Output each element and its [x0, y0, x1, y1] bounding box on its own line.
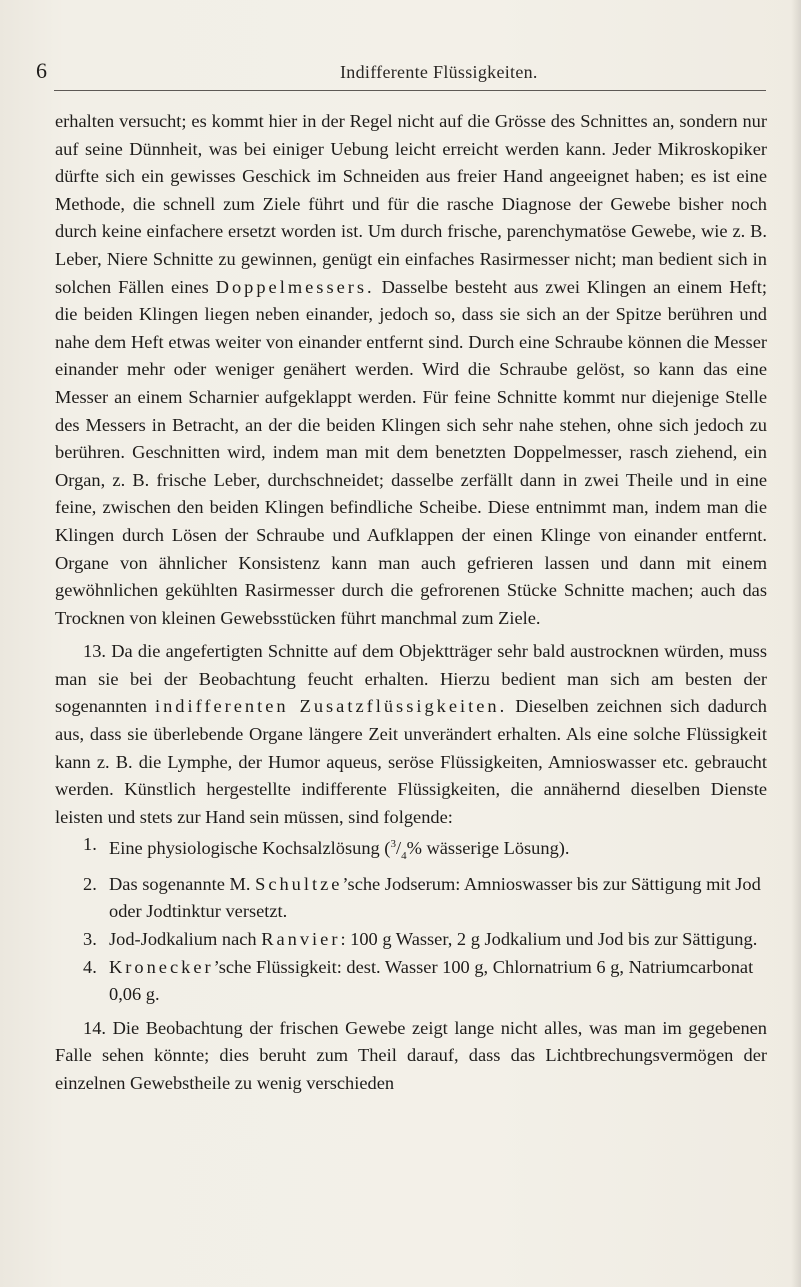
list-item-number: 1. [83, 834, 97, 855]
paragraph-text: erhalten versucht; es kommt hier in der Regel nicht auf die Grösse des Schnittes an, sondern nur auf seine Dünnheit, was bei einiger Uebung leicht erreicht werden kann. Jeder Mikroskopiker dürfte sich ein gewisses Geschick im Schneiden aus freier Hand angeeignet haben; es ist eine Methode, die schnell zum Ziele führt und für die rasche Diagnose der Gewebe bisher noch durch keine einfachere ersetzt worden ist. Um durch frische, parenchymatöse Gewebe, wie z. B. Leber, Niere Schnitte zu gewinnen, genügt ein einfaches Rasirmesser nicht; man bedient sich in solchen Fällen eines [55, 111, 767, 297]
list-item [55, 954, 767, 1009]
emphasized-term: Doppelmessers. [215, 276, 375, 297]
fraction-numerator: 3 [390, 838, 396, 851]
emphasized-term: indifferenten Zusatzflüssigkeiten. [154, 696, 508, 717]
list-item-text-part: ’sche Jodserum: Amnioswasser bis zur Sättigung mit Jod oder Jodtinktur versetzt. [109, 873, 761, 922]
author-name: Ranvier [261, 929, 341, 950]
running-head: Indifferente Flüssigkeiten. [340, 62, 538, 82]
paragraph-text: Dieselben zeichnen sich dadurch aus, dass sie überlebende Organe längere Zeit unverändert erhalten. Als eine solche Flüssigkeit kann z. B. die Lymphe, der Humor aqueus, seröse Flüssigkeiten, Amnioswasser etc. gebraucht werden. Künstlich hergestellte indifferente Flüssigkeiten, die annähernd dieselben Dienste leisten und stets zur Hand sein müssen, sind folgende: [55, 696, 767, 827]
list-item-text [109, 871, 767, 926]
paragraph-text: 13. Da die angefertigten Schnitte auf dem Objektträger sehr bald austrocknen würden, muss man sie bei der Beobachtung feucht erhalten. Hierzu bedient man sich am besten der sogenannten [55, 641, 767, 717]
paragraph-double-knife [55, 108, 767, 632]
list-item-number: 4. [83, 956, 97, 977]
author-name: Kronecker [109, 956, 214, 977]
fraction-slash: / [395, 838, 402, 859]
list-item-text-part: Eine physiologische Kochsalzlösung ( [109, 838, 391, 859]
author-name: Schultze [255, 873, 343, 894]
list-item-text-part: % wässerige Lösung). [406, 838, 570, 859]
list-item-number: 2. [83, 873, 97, 894]
header-rule [54, 90, 766, 91]
page-body [55, 108, 767, 1098]
page-number: 6 [36, 58, 47, 83]
list-item-text [109, 831, 767, 870]
list-item [55, 926, 767, 954]
list-item-number: 3. [83, 929, 97, 950]
list-item-text-part: Das sogenannte M. [109, 873, 251, 894]
list-item-text [109, 954, 767, 1009]
page-header [30, 58, 760, 88]
fraction-denominator: 4 [401, 850, 407, 863]
fluid-list [55, 831, 767, 1008]
list-item-text-part: : 100 g Wasser, 2 g Jodkalium und Jod bis zur Sättigung. [340, 929, 758, 950]
paragraph-observation: 14. Die Beobachtung der frischen Gewebe zeigt lange nicht alles, was man im gegebenen Falle sehen könnte; dies beruht zum Theil darauf, dass das Lichtbrechungsvermögen der einzelnen Gewebstheile zu wenig verschieden [55, 1017, 767, 1093]
paragraph-text: Dasselbe besteht aus zwei Klingen an einem Heft; die beiden Klingen liegen neben einander, jedoch so, dass sie sich an der Spitze berühren und nahe dem Heft etwas weiter von einander entfernt sind. Durch eine Schraube können die Messer einander mehr oder weniger genähert werden. Wird die Schraube gelöst, so kann das eine Messer an einem Scharnier aufgeklappt werden. Für feine Schnitte kommt nur diejenige Stelle des Messers in Betracht, an der die beiden Klingen sich sehr nahe stehen, ohne sich jedoch zu berühren. Geschnitten wird, indem man mit dem benetzten Doppelmesser, rasch ziehend, ein Organ, z. B. frische Leber, durchschneidet; dasselbe zerfällt dann in zwei Theile und in eine feine, zwischen den beiden Klingen befindliche Scheibe. Diese entnimmt man, indem man die Klingen durch Lösen der Schraube und Aufklappen der einen Klinge von einander entfernt. Organe von ähnlicher Konsistenz kann man auch gefrieren lassen und dann mit einem gewöhnlichen gekühlten Rasirmesser durch die gefrorenen Stücke Schnitte machen; auch das Trocknen von kleinen Gewebsstücken führt manchmal zum Ziele. [55, 276, 767, 628]
list-item-text [109, 926, 767, 954]
list-item-text-part: Jod-Jodkalium nach [109, 929, 257, 950]
list-item [55, 831, 767, 870]
page-edge-shadow [791, 0, 801, 1287]
paragraph-indifferent-fluids [55, 638, 767, 831]
list-item [55, 871, 767, 926]
list-item-text-part: ’sche Flüssigkeit: dest. Wasser 100 g, Chlornatrium 6 g, Natriumcarbonat 0,06 g. [109, 956, 754, 1005]
